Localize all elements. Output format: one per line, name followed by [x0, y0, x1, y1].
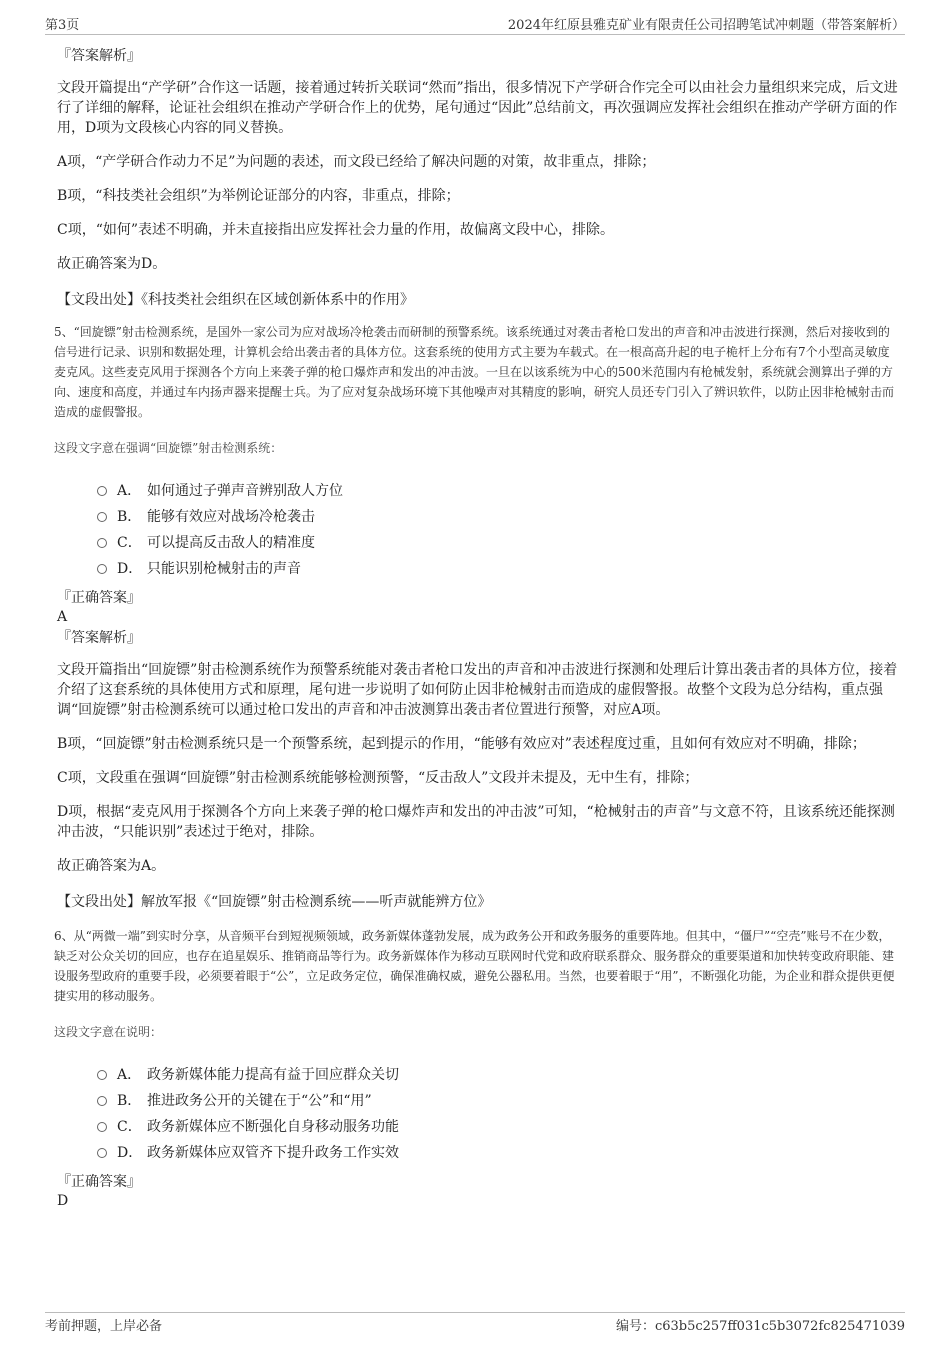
analysis-paragraph: C项，文段重在强调“回旋镖”射击检测系统能够检测预警，“反击敌人”文段并未提及，无中生有，排除； — [57, 770, 699, 786]
option-a[interactable] — [97, 1062, 900, 1088]
page-footer — [45, 1312, 905, 1335]
document-id: 编号：c63b5c257ff031c5b3072fc825471039 — [615, 1319, 905, 1334]
option-letter: B． — [117, 509, 142, 525]
analysis-conclusion: 故正确答案为D。 — [57, 256, 167, 272]
page-content — [54, 40, 900, 1210]
correct-answer: D — [57, 1193, 69, 1209]
question-6 — [54, 926, 900, 1210]
analysis-paragraph: B项，“科技类社会组织”为举例论证部分的内容，非重点，排除； — [57, 188, 460, 204]
option-text: 政务新媒体应不断强化自身移动服务功能 — [147, 1119, 399, 1135]
radio-icon[interactable] — [97, 1096, 107, 1106]
option-c[interactable] — [97, 530, 900, 556]
correct-answer-label: 『正确答案』 — [57, 1174, 141, 1190]
option-d[interactable] — [97, 556, 900, 582]
radio-icon[interactable] — [97, 1148, 107, 1158]
option-d[interactable] — [97, 1140, 900, 1166]
option-text: 推进政务公开的关键在于“公”和“用” — [147, 1093, 372, 1109]
question-passage: 5、“回旋镖”射击检测系统，是国外一家公司为应对战场冷枪袭击而研制的预警系统。该系统通过对袭击者枪口发出的声音和冲击波进行探测，然后对接收到的信号进行记录、识别和数据处理，计算机会给出袭击者的具体方位。这套系统的使用方式主要为车载式。在一根高高升起的电子桅杆上分布有7个小型高灵敏度麦克风。这些麦克风用于探测各个方向上来袭子弹的枪口爆炸声和发出的冲击波。一旦在以该系统为中心的500米范围内有枪械发射，系统就会测算出子弹的方向、速度和高度，并通过车内扬声器来提醒士兵。为了应对复杂战场环境下其他噪声对其精度的影响，研究人员还专门引入了辨识软件，以防止因非枪械射击而造成的虚假警报。 — [54, 325, 895, 419]
option-text: 能够有效应对战场冷枪袭击 — [147, 509, 315, 525]
option-list — [97, 478, 900, 582]
analysis-paragraph: 文段开篇提出“产学研”合作这一话题，接着通过转折关联词“然而”指出，很多情况下产学研合作完全可以由社会力量组织来完成，后文进行了详细的解释，论证社会组织在推动产学研合作上的优势，尾句通过“因此”总结前文，再次强调应发挥社会组织在推动产学研方面的作用，D项为文段核心内容的同义替换。 — [57, 80, 898, 136]
analysis-paragraph: D项，根据“麦克风用于探测各个方向上来袭子弹的枪口爆炸声和发出的冲击波”可知，“枪械射击的声音”与文意不符，且该系统还能探测冲击波，“只能识别”表述过于绝对，排除。 — [57, 804, 895, 840]
option-text: 只能识别枪械射击的声音 — [147, 561, 301, 577]
analysis-label: 『答案解析』 — [57, 48, 141, 64]
correct-answer-label: 『正确答案』 — [57, 590, 141, 606]
page-header — [45, 12, 905, 35]
footer-slogan: 考前押题，上岸必备 — [45, 1319, 163, 1334]
radio-icon[interactable] — [97, 1070, 107, 1080]
analysis-paragraph: B项，“回旋镖”射击检测系统只是一个预警系统，起到提示的作用，“能够有效应对”表述程度过重，且如何有效应对不明确，排除； — [57, 736, 866, 752]
passage-source: 【文段出处】解放军报《“回旋镖”射击检测系统——听声就能辨方位》 — [57, 894, 492, 910]
option-letter: D． — [117, 561, 143, 577]
radio-icon[interactable] — [97, 564, 107, 574]
option-a[interactable] — [97, 478, 900, 504]
analysis-paragraph: 文段开篇指出“回旋镖”射击检测系统作为预警系统能对袭击者枪口发出的声音和冲击波进行探测和处理后计算出袭击者的具体方位，接着介绍了这套系统的具体使用方式和原理，尾句进一步说明了如何防止因非枪械射击而造成的虚假警报。故整个文段为总分结构，重点强调“回旋镖”射击检测系统可以通过枪口发出的声音和冲击波测算出袭击者位置进行预警，对应A项。 — [57, 662, 898, 718]
option-letter: A． — [117, 1067, 142, 1083]
passage-source: 【文段出处】《科技类社会组织在区域创新体系中的作用》 — [57, 292, 414, 308]
question-stem: 这段文字意在强调“回旋镖”射击检测系统： — [54, 441, 283, 455]
radio-icon[interactable] — [97, 538, 107, 548]
analysis-paragraph: C项，“如何”表述不明确，并未直接指出应发挥社会力量的作用，故偏离文段中心，排除。 — [57, 222, 615, 238]
option-list — [97, 1062, 900, 1166]
analysis-paragraph: A项，“产学研合作动力不足”为问题的表述，而文段已经给了解决问题的对策，故非重点，排除； — [57, 154, 656, 170]
option-c[interactable] — [97, 1114, 900, 1140]
option-letter: C． — [117, 535, 142, 551]
question-passage: 6、从“两微一端”到实时分享，从音频平台到短视频领域，政务新媒体蓬勃发展，成为政务公开和政务服务的重要阵地。但其中，“僵尸”“空壳”账号不在少数，缺乏对公众关切的回应，也存在追星娱乐、推销商品等行为。政务新媒体作为移动互联网时代党和政府联系群众、服务群众的重要渠道和加快转变政府职能、建设服务型政府的重要手段，必须要着眼于“公”，立足政务定位，确保准确权威，避免公器私用。当然，也要着眼于“用”，不断强化功能，为企业和群众提供更便捷实用的移动服务。 — [54, 929, 895, 1003]
document-title: 2024年红原县雅克矿业有限责任公司招聘笔试冲刺题（带答案解析） — [507, 18, 905, 33]
option-text: 如何通过子弹声音辨别敌人方位 — [147, 483, 343, 499]
option-text: 可以提高反击敌人的精准度 — [147, 535, 315, 551]
radio-icon[interactable] — [97, 486, 107, 496]
analysis-label: 『答案解析』 — [57, 630, 141, 646]
radio-icon[interactable] — [97, 512, 107, 522]
analysis-conclusion: 故正确答案为A。 — [57, 858, 166, 874]
option-text: 政务新媒体能力提高有益于回应群众关切 — [147, 1067, 399, 1083]
option-b[interactable] — [97, 1088, 900, 1114]
option-letter: C． — [117, 1119, 142, 1135]
question-stem: 这段文字意在说明： — [54, 1025, 163, 1039]
page-number: 第3页 — [45, 18, 80, 33]
option-text: 政务新媒体应双管齐下提升政务工作实效 — [147, 1145, 399, 1161]
correct-answer: A — [57, 609, 68, 625]
radio-icon[interactable] — [97, 1122, 107, 1132]
answer-analysis-block-q4 — [57, 46, 900, 310]
option-letter: A． — [117, 483, 142, 499]
question-5 — [54, 322, 900, 912]
option-b[interactable] — [97, 504, 900, 530]
option-letter: D． — [117, 1145, 143, 1161]
option-letter: B． — [117, 1093, 142, 1109]
